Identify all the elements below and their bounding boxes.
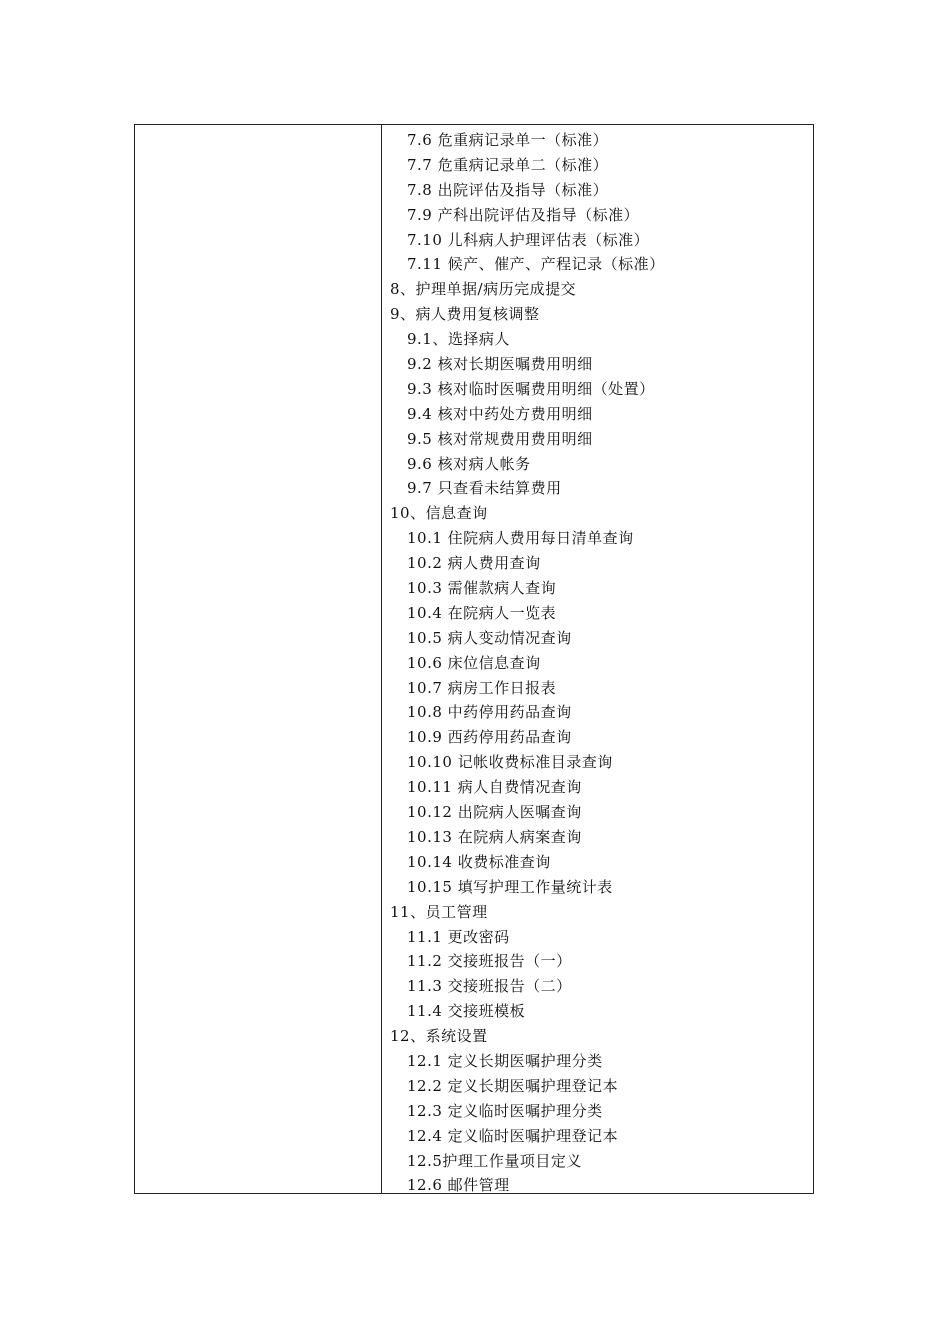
section-heading: 8、护理单据/病历完成提交: [390, 280, 577, 299]
list-item: 7.8 出院评估及指导（标准）: [407, 180, 609, 199]
section-heading: 9、病人费用复核调整: [390, 305, 540, 324]
list-item: 11.2 交接班报告（一）: [407, 952, 572, 971]
list-item: 10.9 西药停用药品查询: [407, 728, 572, 747]
list-item: 10.8 中药停用药品查询: [407, 703, 572, 722]
list-item: 12.5护理工作量项目定义: [407, 1151, 582, 1170]
list-item: 10.15 填写护理工作量统计表: [407, 877, 613, 896]
list-item: 12.2 定义长期医嘱护理登记本: [407, 1076, 619, 1095]
list-item: 9.6 核对病人帐务: [407, 454, 531, 473]
list-item: 9.3 核对临时医嘱费用明细（处置）: [407, 379, 655, 398]
list-item: 12.3 定义临时医嘱护理分类: [407, 1101, 603, 1120]
list-item: 10.11 病人自费情况查询: [407, 778, 582, 797]
list-item: 9.1、选择病人: [407, 330, 510, 349]
list-item: 9.7 只查看未结算费用: [407, 479, 562, 498]
list-item: 7.11 候产、催产、产程记录（标准）: [407, 255, 665, 274]
list-item: 11.1 更改密码: [407, 927, 510, 946]
list-item: 10.2 病人费用查询: [407, 554, 541, 573]
list-item: 11.3 交接班报告（二）: [407, 977, 572, 996]
list-item: 10.12 出院病人医嘱查询: [407, 803, 582, 822]
list-item: 9.5 核对常规费用费用明细: [407, 429, 593, 448]
list-item: 10.1 住院病人费用每日清单查询: [407, 529, 634, 548]
list-item: 9.4 核对中药处方费用明细: [407, 404, 593, 423]
list-item: 12.4 定义临时医嘱护理登记本: [407, 1126, 619, 1145]
list-item: 10.6 床位信息查询: [407, 653, 541, 672]
table-left-cell: [135, 125, 382, 1193]
table-right-cell: [382, 125, 813, 1193]
list-item: 10.10 记帐收费标准目录查询: [407, 753, 613, 772]
function-list-table: [134, 124, 814, 1194]
list-item: 10.7 病房工作日报表: [407, 678, 557, 697]
list-item: 12.1 定义长期医嘱护理分类: [407, 1051, 603, 1070]
list-item: 7.10 儿科病人护理评估表（标准）: [407, 230, 650, 249]
section-heading: 12、系统设置: [390, 1027, 488, 1046]
list-item: 10.5 病人变动情况查询: [407, 628, 572, 647]
list-item: 10.3 需催款病人查询: [407, 579, 557, 598]
list-item: 10.13 在院病人病案查询: [407, 827, 582, 846]
list-item: 7.7 危重病记录单二（标准）: [407, 155, 609, 174]
list-item: 10.4 在院病人一览表: [407, 603, 557, 622]
list-item: 7.6 危重病记录单一（标准）: [407, 131, 609, 149]
list-item: 12.6 邮件管理: [407, 1176, 510, 1195]
section-heading: 10、信息查询: [390, 504, 488, 523]
section-heading: 11、员工管理: [390, 902, 488, 921]
list-item: 9.2 核对长期医嘱费用明细: [407, 355, 593, 374]
list-item: 11.4 交接班模板: [407, 1002, 526, 1021]
list-item: 10.14 收费标准查询: [407, 852, 551, 871]
list-item: 7.9 产科出院评估及指导（标准）: [407, 205, 640, 224]
